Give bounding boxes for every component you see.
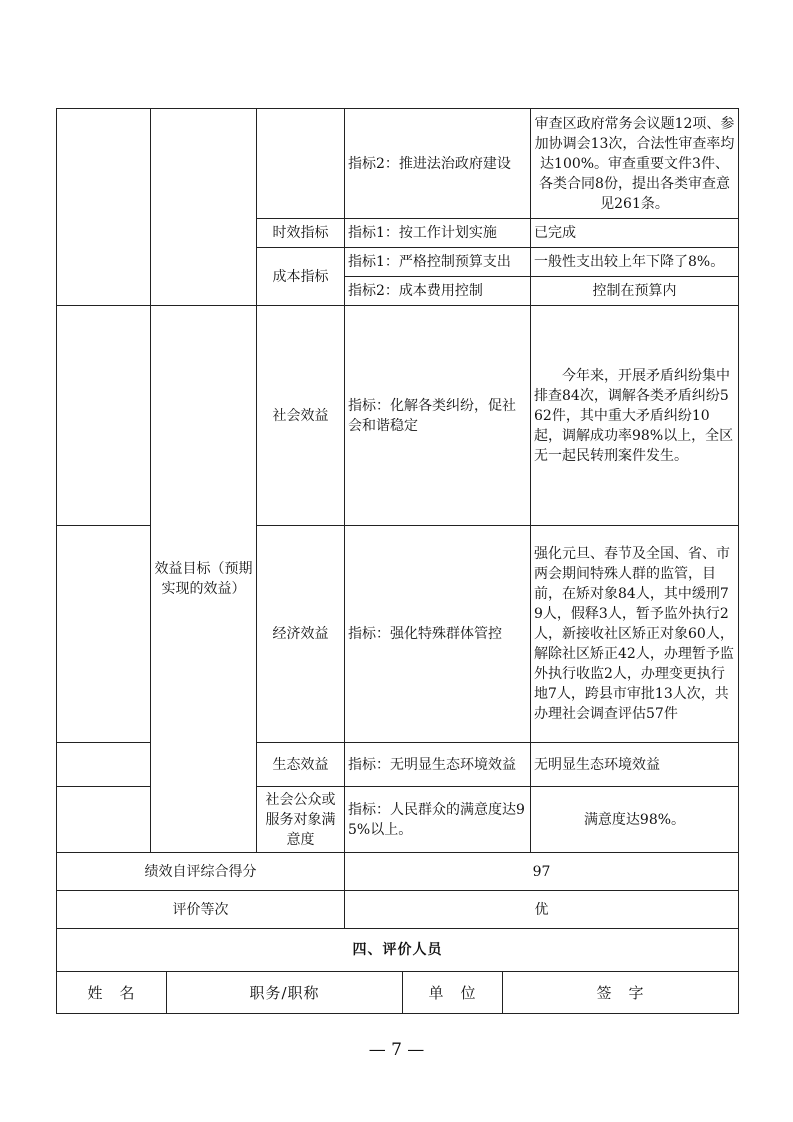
page-number: — 7 — [368,1040,425,1060]
outer-group-cell [57,526,151,743]
table-row [57,972,739,1014]
score-label: 绩效自评综合得分 [57,853,345,891]
benefit-group-cell: 效益目标（预期实现的效益） [151,306,257,853]
category-cell: 经济效益 [257,526,345,743]
performance-table [56,108,739,972]
section-heading: 四、评价人员 [57,929,739,972]
category-cell: 生态效益 [257,743,345,787]
indicator-cell: 指标2：推进法治政府建设 [345,109,531,219]
category-cell: 时效指标 [257,219,345,248]
indicator-cell: 指标：无明显生态环境效益 [345,743,531,787]
name-header: 姓 名 [57,972,167,1014]
category-cell: 社会公众或服务对象满意度 [257,787,345,853]
indicator-cell: 指标：强化特殊群体管控 [345,526,531,743]
value-cell: 审查区政府常务会议题12项、参加协调会13次，合法性审查率均达100%。审查重要文件3件、各类合同8份，提出各类审查意见261条。 [531,109,739,219]
table-row [57,306,739,526]
output-group-cell [151,109,257,306]
indicator-cell: 指标1：严格控制预算支出 [345,248,531,277]
outer-group-cell [57,743,151,787]
table-row [57,891,739,929]
table-row [57,109,739,219]
signature-header: 签 字 [503,972,739,1014]
score-value: 97 [345,853,739,891]
indicator-cell: 指标2：成本费用控制 [345,277,531,306]
value-cell: 满意度达98%。 [531,787,739,853]
grade-label: 评价等次 [57,891,345,929]
category-cell: 成本指标 [257,248,345,306]
value-cell: 一般性支出较上年下降了8%。 [531,248,739,277]
evaluator-table [56,971,739,1014]
table-row [57,929,739,972]
title-header: 职务/职称 [167,972,403,1014]
quality-category-cell [257,109,345,219]
unit-header: 单 位 [403,972,503,1014]
grade-value: 优 [345,891,739,929]
value-cell: 今年来，开展矛盾纠纷集中排查84次，调解各类矛盾纠纷562件，其中重大矛盾纠纷10起，调解成功率98%以上，全区无一起民转刑案件发生。 [531,306,739,526]
indicator-cell: 指标：人民群众的满意度达95%以上。 [345,787,531,853]
value-cell: 控制在预算内 [531,277,739,306]
outer-group-cell [57,306,151,526]
value-cell: 无明显生态环境效益 [531,743,739,787]
outer-group-cell [57,109,151,306]
indicator-cell: 指标：化解各类纠纷，促社会和谐稳定 [345,306,531,526]
value-cell: 强化元旦、春节及全国、省、市两会期间特殊人群的监管，目前，在矫对象84人，其中缓刑79人，假释3人，暂予监外执行2人，新接收社区矫正对象60人，解除社区矫正42人，办理暂予监外执行收监2人，办理变更执行地7人，跨县市审批13人次，共办理社会调查评估57件 [531,526,739,743]
table-row [57,853,739,891]
category-cell: 社会效益 [257,306,345,526]
indicator-cell: 指标1：按工作计划实施 [345,219,531,248]
outer-group-cell [57,787,151,853]
value-cell: 已完成 [531,219,739,248]
